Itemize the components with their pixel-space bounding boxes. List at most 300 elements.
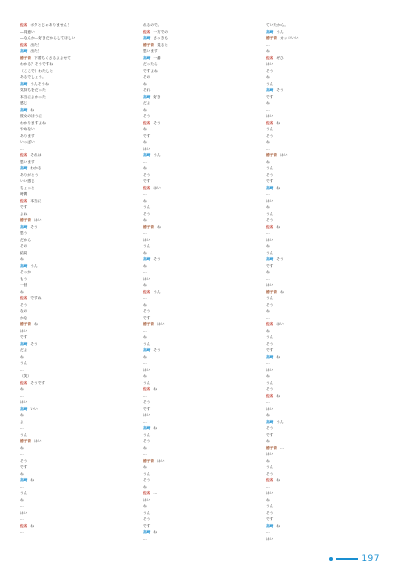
dialogue-text: ね	[143, 484, 147, 489]
dialogue-text: うん	[266, 465, 274, 469]
speaker-name: 高崎	[266, 257, 274, 261]
speaker-name: 高崎	[20, 166, 28, 170]
dialogue-line	[143, 536, 260, 543]
speaker-name: 椿子音	[143, 42, 155, 47]
speaker-name: 佐名	[20, 153, 28, 157]
dialogue-text: 一回	[20, 283, 28, 287]
dialogue-text: カッコいい	[280, 36, 299, 40]
dialogue-text: …	[143, 231, 147, 235]
dialogue-text: 下着ちくさるよよせて	[34, 55, 71, 60]
page-footer	[329, 554, 380, 564]
dialogue-text: はい	[143, 497, 151, 502]
dialogue-text: はい	[143, 276, 151, 281]
dialogue-text: …	[20, 393, 24, 398]
dialogue-text: …	[20, 530, 24, 534]
dialogue-text: そう	[266, 302, 274, 307]
dialogue-text: うん	[266, 250, 274, 255]
dialogue-text: はい	[266, 406, 274, 411]
speaker-name: 高崎	[20, 107, 28, 112]
dialogue-text: うん	[143, 244, 151, 248]
dialogue-text: …	[266, 361, 270, 365]
dialogue-text: ね	[143, 107, 147, 112]
dialogue-text: はい	[276, 322, 284, 326]
dialogue-text: そう	[143, 309, 151, 313]
dialogue-text: …	[266, 231, 270, 235]
dialogue-text: そう	[20, 458, 28, 463]
dialogue-text: はい	[34, 218, 42, 222]
dialogue-text: ね	[30, 107, 35, 112]
dialogue-text: そう	[143, 400, 151, 404]
speaker-name: 高崎	[20, 81, 28, 86]
dialogue-text: ね	[266, 140, 270, 144]
speaker-name: 椿子音	[20, 55, 32, 60]
dialogue-text: ―同意い	[20, 29, 35, 34]
dialogue-text: …	[20, 426, 24, 430]
dialogue-text: そう	[30, 224, 38, 229]
speaker-name: 高崎	[143, 153, 151, 157]
dialogue-text: です	[143, 315, 151, 320]
dialogue-text: 気持ちをだった	[20, 88, 46, 92]
dialogue-text: ね	[153, 530, 158, 534]
footer-rule	[336, 558, 358, 560]
dialogue-text: ね	[20, 289, 24, 294]
dialogue-text: …	[143, 393, 147, 398]
dialogue-text: なの	[20, 309, 28, 313]
speaker-name: 佐名	[266, 322, 274, 326]
dialogue-text: ね	[266, 497, 270, 502]
dialogue-text: ね	[276, 393, 281, 398]
speaker-name: 佐名	[143, 491, 151, 495]
dialogue-text: です	[266, 263, 274, 268]
speaker-name: 高崎	[143, 257, 151, 261]
dialogue-text: ね	[30, 478, 35, 482]
speaker-name: 高崎	[266, 29, 274, 34]
dialogue-text: うん	[143, 510, 151, 515]
dialogue-text: はい	[20, 400, 28, 404]
dialogue-text: うん	[266, 211, 274, 216]
dialogue-text: …	[20, 517, 24, 521]
dialogue-text: ね	[143, 374, 147, 378]
dialogue-text: ね	[30, 523, 35, 528]
speaker-name: 高崎	[143, 36, 151, 40]
dialogue-text: …	[143, 452, 147, 456]
dialogue-text: …	[280, 445, 284, 450]
dialogue-text: はい	[266, 62, 274, 66]
dialogue-text: ね	[143, 250, 147, 255]
dialogue-text: そう	[266, 68, 274, 73]
dialogue-text: そうです	[30, 380, 46, 385]
dialogue-text: …	[143, 536, 147, 541]
text-column-2	[143, 22, 260, 542]
dialogue-text: …	[143, 270, 147, 274]
dialogue-text: うん	[266, 504, 274, 508]
dialogue-text: うん	[30, 263, 38, 268]
dialogue-text: ね	[266, 458, 270, 463]
dialogue-text: …	[266, 107, 270, 112]
dialogue-text: うんそうね	[30, 81, 49, 86]
dialogue-text: ね	[276, 120, 281, 125]
dialogue-text: だったら	[143, 62, 158, 66]
speaker-name: 佐名	[143, 29, 151, 34]
dialogue-text: そう	[266, 133, 274, 138]
speaker-name: 佐名	[20, 380, 28, 385]
dialogue-text: ね	[143, 504, 147, 508]
dialogue-text: さっきも	[153, 36, 169, 40]
dialogue-text: はい	[157, 322, 165, 326]
dialogue-text: うん	[266, 81, 274, 86]
dialogue-text: 思う	[20, 231, 28, 235]
dialogue-text: その	[143, 75, 151, 79]
dialogue-text: はい	[266, 452, 274, 456]
speaker-name: 高崎	[20, 341, 28, 346]
dialogue-text: よ	[20, 419, 24, 424]
dialogue-text: ね	[280, 289, 284, 294]
dialogue-text: 一番	[153, 55, 161, 60]
dialogue-text: …	[266, 42, 270, 47]
dialogue-text: うん	[266, 166, 274, 170]
dialogue-text: 出た！	[30, 49, 42, 53]
dialogue-text: そう	[266, 471, 274, 476]
dialogue-text: うん	[276, 419, 284, 424]
dialogue-text: うん	[20, 491, 28, 495]
dialogue-text: うん	[276, 29, 284, 34]
dialogue-text: ね	[266, 159, 270, 164]
speaker-name: 佐名	[266, 120, 274, 125]
dialogue-text: ね	[143, 166, 147, 170]
text-column-1	[20, 22, 137, 542]
dialogue-text: そう	[143, 211, 151, 216]
speaker-name: 佐名	[20, 42, 28, 47]
speaker-name: 佐名	[266, 393, 274, 398]
dialogue-text: かな	[20, 315, 28, 320]
dialogue-text: …	[143, 419, 147, 424]
dialogue-text: …	[143, 159, 147, 164]
speaker-name: 佐名	[20, 296, 28, 300]
dialogue-text: ね	[20, 497, 24, 502]
dialogue-text: です	[266, 94, 274, 99]
article-body	[20, 22, 384, 542]
speaker-name: 椿子音	[143, 322, 155, 326]
dialogue-text: ね	[276, 478, 281, 482]
dialogue-text: 本当によかった	[20, 94, 46, 99]
dialogue-text: よね	[20, 211, 28, 216]
dialogue-text: ね	[266, 244, 270, 248]
dialogue-text: ね	[143, 445, 147, 450]
dialogue-text: です	[143, 133, 151, 138]
dialogue-text: ね	[266, 205, 270, 209]
dialogue-text: ね	[20, 413, 24, 417]
dialogue-text: …	[266, 400, 270, 404]
dialogue-text: 思います	[20, 159, 35, 164]
dialogue-text: 好き	[153, 94, 161, 99]
dialogue-text: です	[143, 179, 151, 183]
dialogue-text: ね	[266, 374, 270, 378]
speaker-name: 高崎	[143, 348, 151, 352]
dialogue-text: そう	[153, 120, 161, 125]
dialogue-text: あるでしょう。	[20, 75, 46, 79]
dialogue-text: うん	[143, 341, 151, 346]
speaker-name: 椿子音	[20, 322, 32, 326]
dialogue-text: うん	[143, 380, 151, 385]
dialogue-text: ね	[143, 335, 147, 339]
dialogue-text: ね	[266, 309, 270, 313]
dialogue-text: そう	[143, 517, 151, 521]
dialogue-text: だから	[20, 237, 32, 242]
dialogue-text: うん	[143, 432, 151, 437]
dialogue-text: ね	[153, 387, 158, 391]
speaker-name: 佐名	[266, 478, 274, 482]
speaker-name: 椿子音	[143, 458, 155, 463]
speaker-name: 椿子音	[20, 218, 32, 222]
dialogue-text: うん	[266, 335, 274, 339]
dialogue-text: ね	[153, 426, 158, 430]
dialogue-text: 感じ	[20, 101, 28, 105]
speaker-name: 高崎	[20, 224, 28, 229]
speaker-name: 高崎	[266, 523, 274, 528]
dialogue-text: うん	[153, 289, 161, 294]
dialogue-text: はい	[20, 328, 28, 333]
dialogue-text: そう	[266, 387, 274, 391]
dialogue-line	[20, 529, 137, 536]
speaker-name: 高崎	[143, 426, 151, 430]
dialogue-text: ね	[20, 445, 24, 450]
dialogue-text: そう	[266, 510, 274, 515]
dialogue-text: はい	[280, 153, 288, 157]
dialogue-text: はい	[266, 198, 274, 203]
dialogue-text: はい	[266, 491, 274, 495]
dialogue-text: はい	[266, 536, 274, 541]
dialogue-text: 本当に	[30, 198, 42, 203]
speaker-name: 椿子音	[266, 153, 278, 157]
speaker-name: 椿子音	[266, 445, 278, 450]
dialogue-text: 時間	[20, 192, 28, 196]
dialogue-text: …	[153, 491, 158, 495]
dialogue-text: ね	[266, 270, 270, 274]
dialogue-text: …	[266, 276, 270, 281]
dialogue-text: うん	[266, 380, 274, 385]
dialogue-text: はい	[153, 185, 161, 190]
dialogue-text: れるので。	[143, 23, 162, 27]
dialogue-text: ね	[143, 354, 147, 359]
dialogue-text: わかる？そうですね	[20, 62, 54, 66]
dialogue-text: うん	[143, 471, 151, 476]
speaker-name: 高崎	[143, 94, 151, 99]
dialogue-text: ―なんか…好きだからしてほしい	[20, 36, 76, 40]
dialogue-text: ね	[266, 413, 270, 417]
dialogue-text: …	[20, 484, 24, 489]
dialogue-text: はい	[20, 510, 28, 515]
dialogue-text: うん	[266, 296, 274, 300]
dialogue-text: わかりますよね	[20, 120, 46, 125]
speaker-name: 高崎	[266, 419, 274, 424]
dialogue-text: です	[20, 205, 28, 209]
dialogue-text: です	[20, 465, 28, 469]
dialogue-text: …	[266, 530, 270, 534]
speaker-name: 佐名	[20, 523, 28, 528]
speaker-name: 高崎	[143, 530, 151, 534]
speaker-name: 高崎	[20, 49, 28, 53]
dialogue-text: そう	[153, 257, 161, 261]
dialogue-text: です	[266, 517, 274, 521]
speaker-name: 高崎	[20, 406, 28, 411]
speaker-name: 高崎	[20, 263, 28, 268]
dialogue-text: いっぱい	[20, 140, 35, 144]
dialogue-text: です	[20, 335, 28, 339]
dialogue-text: …	[20, 504, 24, 508]
speaker-name: 高崎	[266, 88, 274, 92]
dialogue-text: だよ	[143, 101, 151, 105]
dialogue-text: です	[143, 406, 151, 411]
dialogue-text: ね	[276, 354, 281, 359]
dialogue-text: はい	[34, 439, 42, 443]
speaker-name: 高崎	[266, 354, 274, 359]
dialogue-text: そう	[143, 439, 151, 443]
speaker-name: 佐名	[266, 55, 274, 60]
dialogue-text: …	[143, 192, 147, 196]
dialogue-text: …	[143, 328, 147, 333]
footer-dot-icon	[329, 557, 333, 561]
speaker-name: 佐名	[143, 120, 151, 125]
dialogue-text: …	[266, 315, 270, 320]
dialogue-text: うん	[153, 153, 161, 157]
dialogue-text: そっか	[20, 270, 32, 274]
dialogue-text: ね	[266, 328, 270, 333]
dialogue-text: ね	[276, 523, 281, 528]
dialogue-text: はい	[157, 458, 165, 463]
dialogue-text: ね	[143, 302, 147, 307]
dialogue-text: ね	[266, 101, 270, 105]
dialogue-text: （ここで）わたしと	[20, 68, 54, 73]
dialogue-text: うん	[20, 361, 28, 365]
dialogue-text: そう	[30, 341, 38, 346]
dialogue-text: ね	[143, 263, 147, 268]
dialogue-text: …	[143, 361, 147, 365]
text-column-3	[266, 22, 383, 542]
dialogue-text: はい	[266, 114, 274, 118]
dialogue-text: そう	[266, 426, 274, 430]
dialogue-text: です	[266, 348, 274, 352]
dialogue-text: ちょっと	[20, 185, 35, 190]
dialogue-text: ボクとじゃありません！	[30, 23, 71, 27]
dialogue-text: そう	[20, 302, 28, 307]
dialogue-text: そう	[143, 114, 151, 118]
speaker-name: 佐名	[20, 23, 28, 27]
speaker-name: 椿子音	[143, 224, 155, 229]
dialogue-text: ね	[143, 81, 147, 86]
dialogue-text: もう	[20, 276, 28, 281]
speaker-name: 椿子音	[266, 289, 278, 294]
dialogue-text: ありがとう	[20, 172, 39, 177]
dialogue-text: だよ	[20, 348, 28, 352]
dialogue-text: 彼女のほうに	[20, 114, 43, 118]
dialogue-line	[266, 536, 383, 543]
dialogue-text: そう	[276, 257, 284, 261]
dialogue-text: ね	[20, 257, 24, 261]
dialogue-text: ね	[20, 354, 24, 359]
dialogue-text: 一方での	[153, 29, 169, 34]
dialogue-text: はい	[143, 367, 151, 372]
dialogue-text: そう	[153, 348, 161, 352]
speaker-name: 高崎	[143, 55, 151, 60]
dialogue-text: はい	[266, 283, 274, 287]
dialogue-text: うん	[143, 205, 151, 209]
dialogue-text: そう	[276, 88, 284, 92]
dialogue-text: …	[20, 452, 24, 456]
dialogue-text: ね	[143, 140, 147, 144]
dialogue-text: あります	[20, 133, 35, 138]
dialogue-text: （笑）	[20, 374, 32, 378]
dialogue-text: そう	[143, 478, 151, 482]
dialogue-text: それは	[30, 153, 42, 157]
dialogue-text: うん	[20, 432, 28, 437]
dialogue-text: はい	[143, 413, 151, 417]
speaker-name: 佐名	[143, 185, 151, 190]
dialogue-text: ね	[276, 185, 281, 190]
dialogue-text: その	[20, 244, 28, 248]
dialogue-text: 見ると	[157, 42, 169, 47]
dialogue-text: はい	[143, 237, 151, 242]
dialogue-text: ね	[20, 387, 24, 391]
dialogue-text: はい	[266, 237, 274, 242]
dialogue-text: …	[20, 367, 24, 372]
dialogue-text: …	[266, 146, 270, 151]
speaker-name: 佐名	[20, 198, 28, 203]
dialogue-text: です	[266, 432, 274, 437]
dialogue-text: ていたから。	[266, 23, 289, 27]
speaker-name: 佐名	[143, 289, 151, 294]
dialogue-text: 結局	[20, 250, 28, 255]
dialogue-text: です	[266, 179, 274, 183]
dialogue-text: ね	[34, 322, 38, 326]
dialogue-text: ですよね	[143, 68, 158, 73]
dialogue-text: ね	[266, 49, 270, 53]
dialogue-text: いい	[30, 406, 38, 411]
dialogue-text: そう	[143, 172, 151, 177]
speaker-name: 高崎	[20, 478, 28, 482]
speaker-name: 椿子音	[266, 36, 278, 40]
dialogue-text: …	[143, 296, 147, 300]
dialogue-text: …	[20, 146, 24, 151]
dialogue-text: ですね	[30, 296, 42, 300]
dialogue-text: はい	[143, 146, 151, 151]
dialogue-text: 思います	[143, 49, 158, 53]
dialogue-text: いい感じ	[20, 179, 35, 183]
dialogue-text: うん	[266, 127, 274, 131]
dialogue-text: そう	[266, 341, 274, 346]
dialogue-text: ね	[143, 465, 147, 469]
dialogue-text: ね	[266, 439, 270, 443]
dialogue-text: …	[266, 192, 270, 196]
dialogue-text: ね	[143, 127, 147, 131]
dialogue-text: そう	[266, 218, 274, 222]
dialogue-text: ね	[20, 471, 24, 476]
dialogue-text: ぜひ	[276, 55, 284, 60]
dialogue-text: 出た！	[30, 42, 42, 47]
page-number: 197	[361, 554, 380, 564]
speaker-name: 佐名	[266, 224, 274, 229]
dialogue-text: ね	[143, 218, 147, 222]
dialogue-text: それ	[143, 88, 151, 92]
dialogue-text: そう	[266, 172, 274, 177]
dialogue-text: はい	[266, 367, 274, 372]
dialogue-text: ね	[266, 75, 270, 79]
dialogue-text: ね	[157, 224, 161, 229]
dialogue-text: ね	[143, 198, 147, 203]
dialogue-text: やめない	[20, 127, 35, 131]
dialogue-text: わかる	[30, 166, 42, 170]
dialogue-text: ね	[143, 283, 147, 287]
speaker-name: 椿子音	[20, 439, 32, 443]
